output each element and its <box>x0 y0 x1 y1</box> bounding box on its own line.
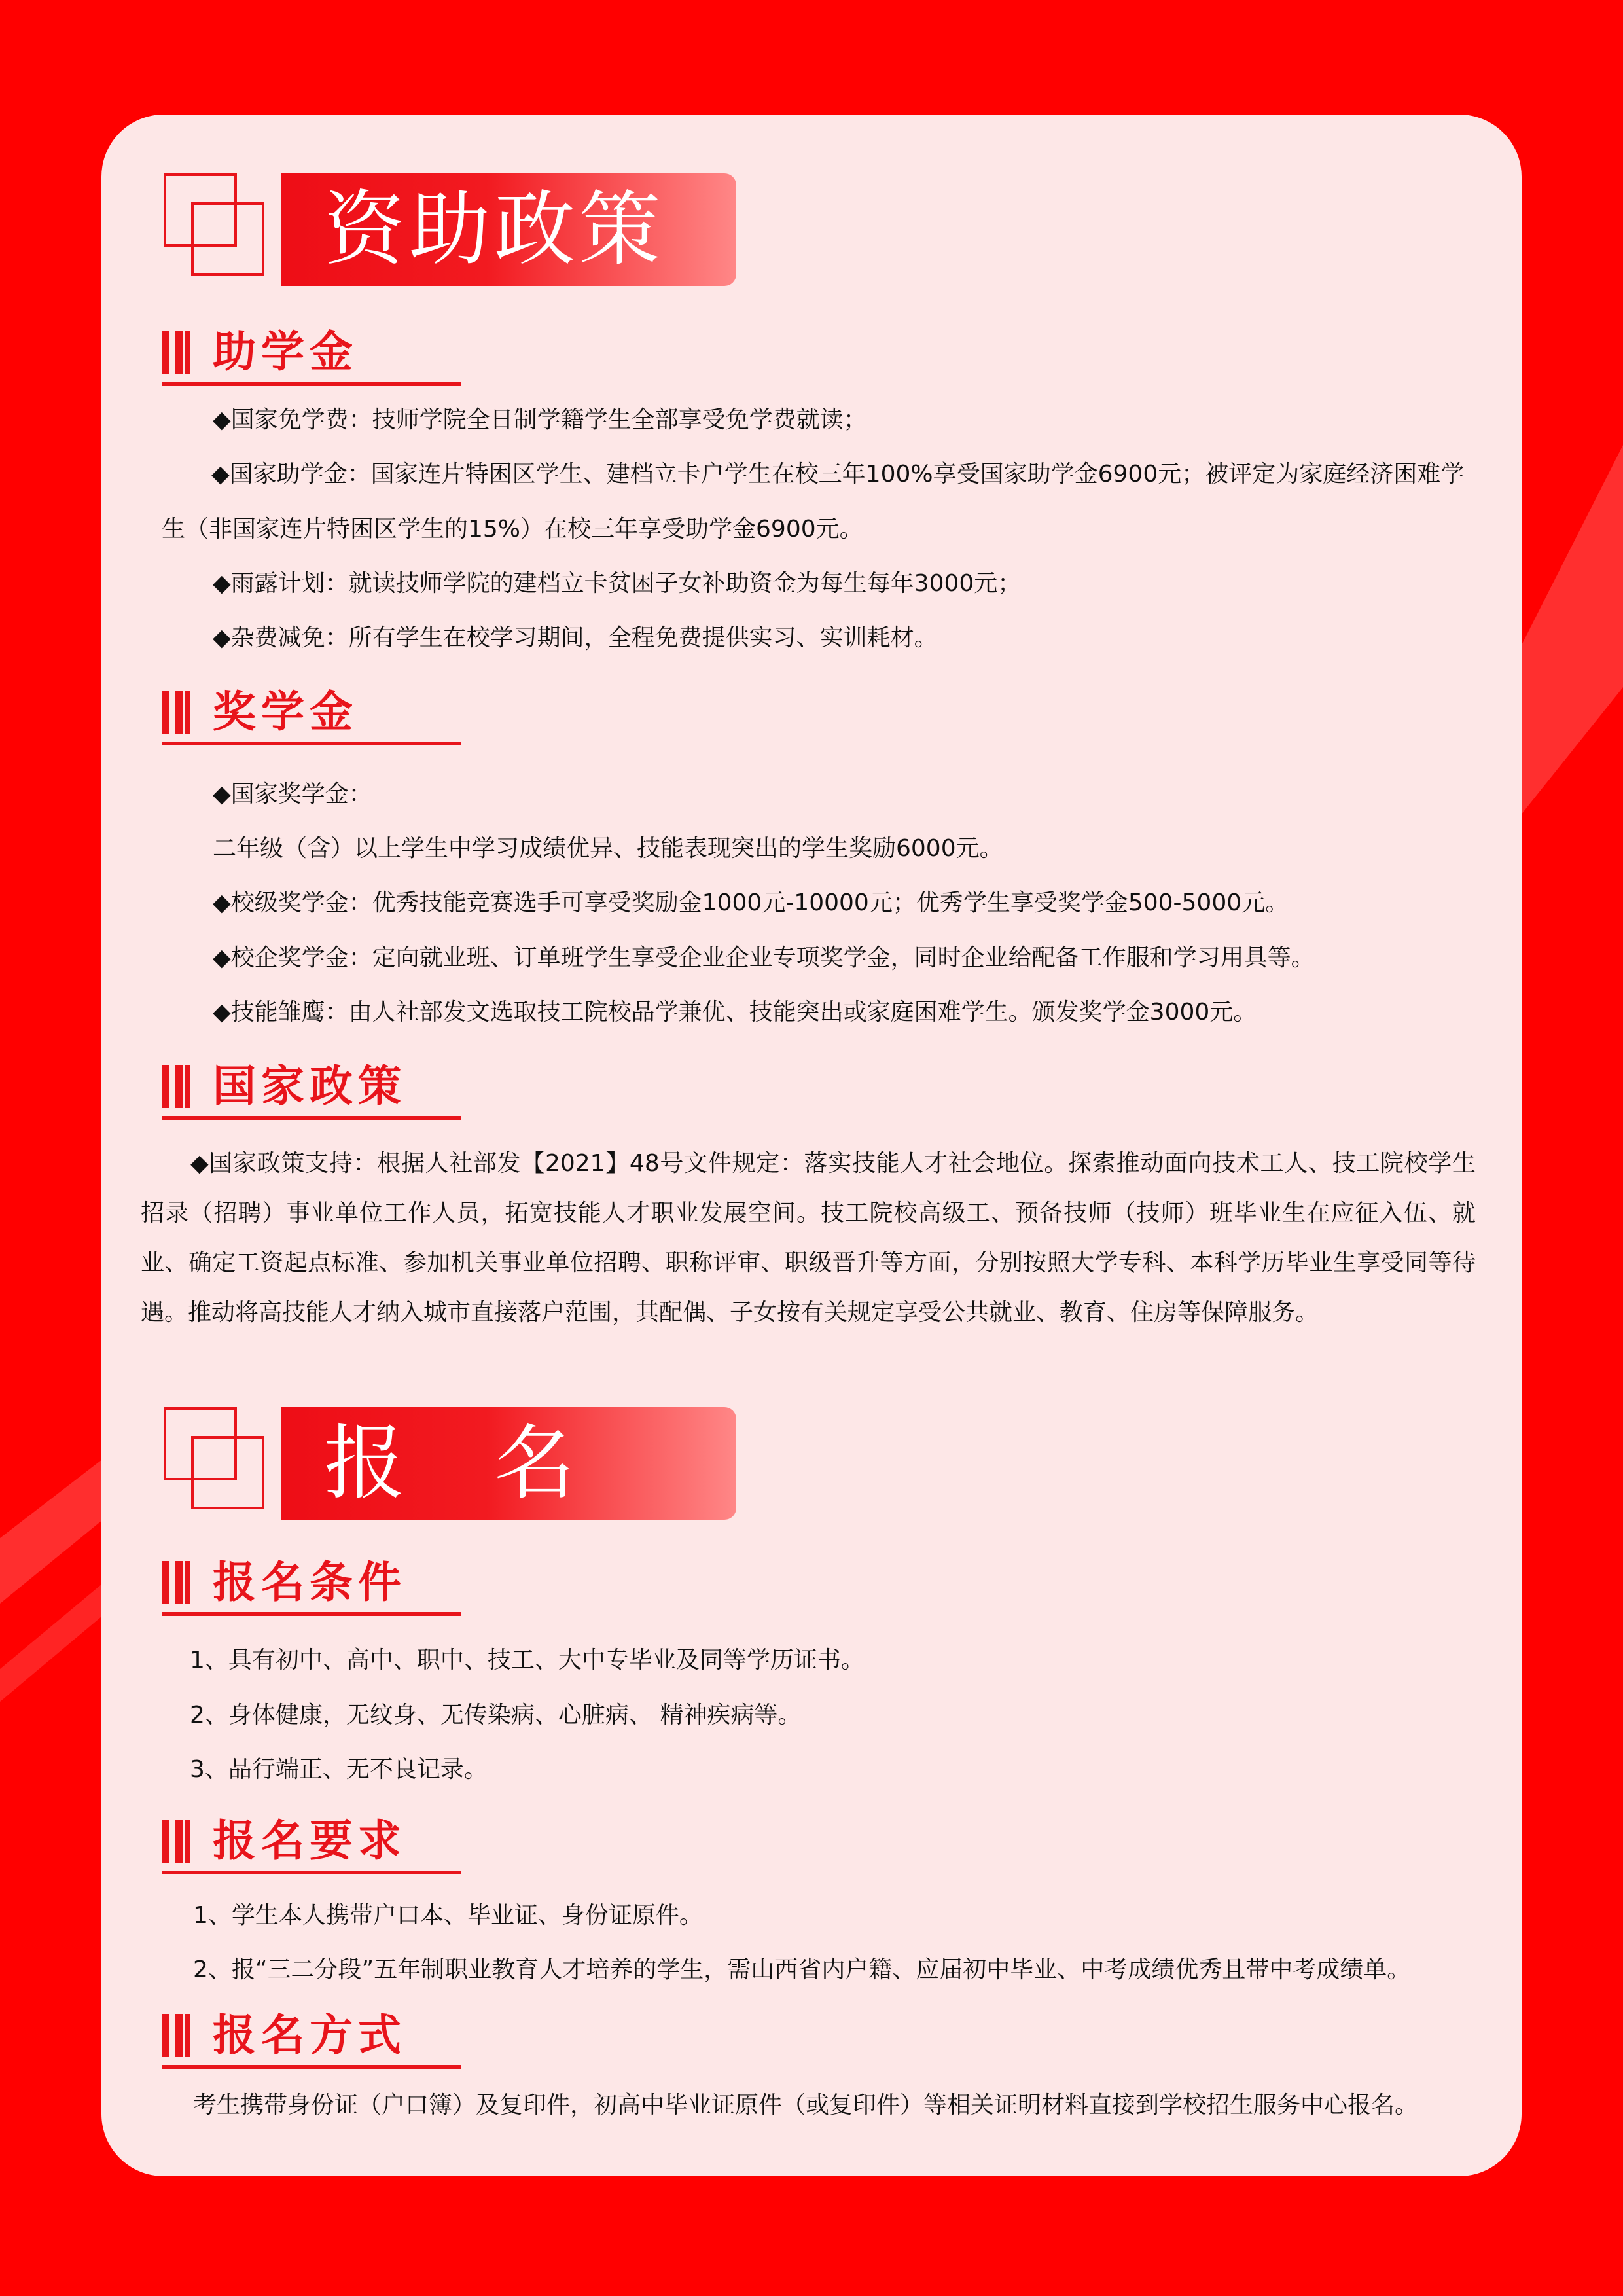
section-heading-requirements: 报名要求 <box>162 1806 463 1878</box>
squares-icon <box>164 1407 275 1518</box>
requirement-item: 1、学生本人携带户口本、毕业证、身份证原件。 <box>193 1902 703 1929</box>
scholarship-item: ◆技能雏鹰：由人社部发文选取技工院校品学兼优、技能突出或家庭困难学生。颁发奖学金3000元。 <box>213 999 1257 1026</box>
policy-paragraph: ◆国家政策支持：根据人社部发【2021】48号文件规定：落实技能人才社会地位。探索推动面向技术工人、技工院校学生招录（招聘）事业单位工作人员，拓宽技能人才职业发展空间。技工院校高级工、预备技师（技师）班毕业生在应征入伍、就业、确定工资起点标准、参加机关事业单位招聘、职称评审、职级晋升等方面，分别按照大学专科、本科学历毕业生享受同等待遇。推动将高技能人才纳入城市直接落户范围，其配偶、子女按有关规定享受公共就业、教育、住房等保障服务。 <box>141 1150 1476 1326</box>
aid-policy-banner <box>164 173 746 286</box>
section-heading-method: 报名方式 <box>162 2001 463 2073</box>
condition-item: 1、具有初中、高中、职中、技工、大中专毕业及同等学历证书。 <box>190 1647 865 1674</box>
condition-item: 3、品行端正、无不良记录。 <box>190 1756 488 1783</box>
method-text: 考生携带身份证（户口簿）及复印件，初高中毕业证原件（或复印件）等相关证明材料直接到学校招生服务中心报名。 <box>193 2092 1419 2119</box>
aid-policy-title: 资助政策 <box>324 183 665 277</box>
enrollment-title: 报 名 <box>324 1416 580 1511</box>
enrollment-banner <box>164 1407 746 1520</box>
squares-icon <box>164 173 275 285</box>
condition-item: 2、身体健康，无纹身、无传染病、心脏病、 精神疾病等。 <box>190 1702 802 1729</box>
content-card <box>101 115 1522 2176</box>
section-heading-scholarship: 奖学金 <box>162 677 463 749</box>
grant-item: ◆国家助学金：国家连片特困区学生、建档立卡户学生在校三年100%享受国家助学金6900元；被评定为家庭经济困难学生（非国家连片特困区学生的15%）在校三年享受助学金6900元。 <box>162 461 1465 543</box>
scholarship-item: ◆校级奖学金：优秀技能竞赛选手可享受奖励金1000元-10000元；优秀学生享受奖学金500-5000元。 <box>213 889 1289 916</box>
section-heading-policy: 国家政策 <box>162 1052 463 1124</box>
grant-item: ◆雨露计划：就读技师学院的建档立卡贫困子女补助资金为每生每年3000元； <box>213 570 1022 597</box>
grant-item: ◆国家免学费：技师学院全日制学籍学生全部享受免学费就读； <box>213 406 867 433</box>
scholarship-item: ◆校企奖学金：定向就业班、订单班学生享受企业企业专项奖学金，同时企业给配备工作服和学习用具等。 <box>213 944 1315 971</box>
scholarship-item: 二年级（含）以上学生中学习成绩优异、技能表现突出的学生奖励6000元。 <box>213 835 1003 862</box>
section-heading-grant: 助学金 <box>162 317 463 389</box>
section-heading-conditions: 报名条件 <box>162 1548 463 1620</box>
scholarship-item: ◆国家奖学金： <box>213 781 372 808</box>
grant-item: ◆杂费减免：所有学生在校学习期间，全程免费提供实习、实训耗材。 <box>213 624 938 651</box>
requirement-item: 2、报“三二分段”五年制职业教育人才培养的学生，需山西省内户籍、应届初中毕业、中考成绩优秀且带中考成绩单。 <box>193 1956 1411 1983</box>
